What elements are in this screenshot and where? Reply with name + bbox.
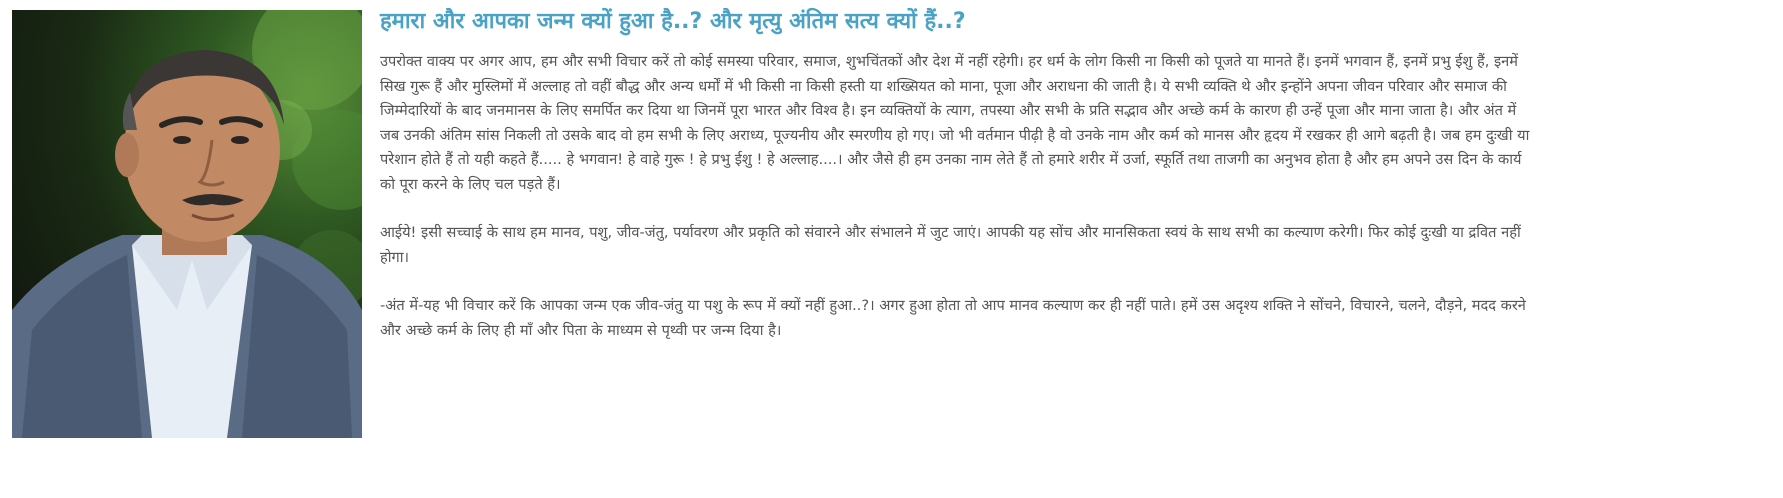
article-paragraph-2: आईये! इसी सच्चाई के साथ हम मानव, पशु, जीव-जंतु, पर्यावरण और प्रकृति को संवारने और संभालने में जुट जाएं। आपकी यह सोंच और मानसिकता स्वयं के साथ सभी का कल्याण करेगी। फिर कोई दुःखी या द्रवित नहीं होगा। bbox=[380, 224, 1521, 266]
article-content bbox=[380, 6, 1540, 367]
article-paragraph-1: उपरोक्त वाक्य पर अगर आप, हम और सभी विचार करें तो कोई समस्या परिवार, समाज, शुभचिंतकों और देश में नहीं रहेगी। हर धर्म के लोग किसी ना किसी को पूजते या मानते हैं। इनमें भगवान हैं, इनमें प्रभु ईशु हैं, इनमें सिख गुरू हैं और मुस्लिमों में अल्लाह तो वहीं बौद्ध और अन्य धर्मों में भी किसी ना किसी हस्ती या शख्सियत को माना, पूजा और अराधना की जाती है। ये सभी व्यक्ति थे और इन्होंने अपना जीवन परिवार और समाज की जिम्मेदारियों के बाद जनमानस के लिए समर्पित कर दिया था जिनमें पूरा भारत और विश्व है। इन व्यक्तियों के त्याग, तपस्या और सभी के प्रति सद्भाव और अच्छे कर्म के कारण ही उन्हें पूजा और माना जाता है। और अंत में जब उनकी अंतिम सांस निकली तो उसके बाद वो हम सभी के लिए अराध्य, पूज्यनीय और स्मरणीय हो गए। जो भी वर्तमान पीढ़ी है वो उनके नाम और कर्म को मानस और हृदय में रखकर ही आगे बढ़ती है। जब हम दुःखी या परेशान होते हैं तो यही कहते हैं..... हे भगवान! हे वाहे गुरू ! हे प्रभु ईशु ! हे अल्लाह....। और जैसे ही हम उनका नाम लेते हैं तो हमारे शरीर में उर्जा, स्फूर्ति तथा ताजगी का अनुभव होता है और हम अपने उस दिन के कार्य को पूरा करने के लिए चल पड़ते हैं। bbox=[380, 53, 1530, 193]
author-photo bbox=[12, 10, 362, 438]
article-title: हमारा और आपका जन्म क्यों हुआ है..? और मृत्यु अंतिम सत्य क्यों हैं..? bbox=[380, 9, 966, 34]
article-paragraph-3: -अंत में-यह भी विचार करें कि आपका जन्म एक जीव-जंतु या पशु के रूप में क्यों नहीं हुआ..?। अगर हुआ होता तो आप मानव कल्याण कर ही नहीं पाते। हमें उस अदृश्य शक्ति ने सोंचने, विचारने, चलने, दौड़ने, मदद करने और अच्छे कर्म के लिए ही माँ और पिता के माध्यम से पृथ्वी पर जन्म दिया है। bbox=[380, 297, 1526, 339]
